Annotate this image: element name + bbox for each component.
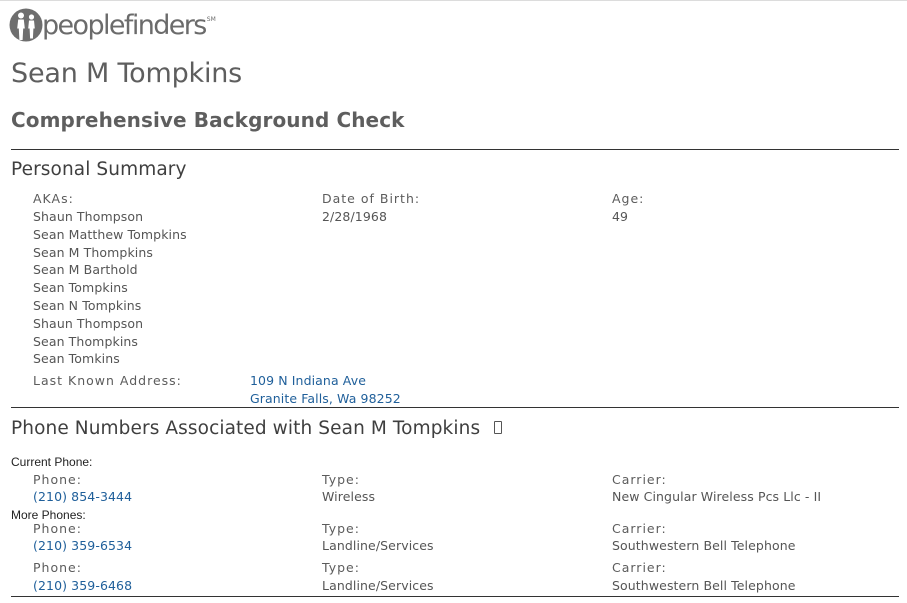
- info-icon[interactable]: [494, 421, 502, 434]
- akas-list: [33, 208, 187, 368]
- phone-number-link[interactable]: (210) 359-6468: [33, 578, 133, 593]
- akas-label: AKAs:: [33, 191, 74, 206]
- section-divider: [11, 596, 899, 597]
- people-silhouette-icon: [9, 7, 43, 43]
- phone-number-link[interactable]: (210) 359-6534: [33, 538, 133, 553]
- aka-item: Sean Tomkins: [33, 351, 120, 367]
- carrier-label: Carrier:: [612, 472, 667, 487]
- carrier-value: Southwestern Bell Telephone: [612, 578, 796, 593]
- phone-type-value: Landline/Services: [322, 538, 434, 553]
- phone-label: Phone:: [33, 560, 82, 575]
- phone-numbers-heading-text: Phone Numbers Associated with Sean M Tompkins: [11, 418, 481, 439]
- address-line2-link[interactable]: Granite Falls, Wa 98252: [250, 391, 401, 406]
- age-value: 49: [612, 209, 629, 224]
- logo-servicemark: SM: [206, 16, 216, 23]
- aka-item: Sean Tompkins: [33, 280, 128, 296]
- type-label: Type:: [322, 472, 360, 487]
- aka-item: Shaun Thompson: [33, 209, 144, 224]
- aka-item: Sean M Barthold: [33, 262, 138, 278]
- age-label: Age:: [612, 191, 645, 206]
- dob-value: 2/28/1968: [322, 209, 387, 224]
- aka-item: Sean N Tompkins: [33, 297, 142, 313]
- carrier-value: New Cingular Wireless Pcs Llc - II: [612, 489, 822, 504]
- current-phone-label: Current Phone:: [11, 455, 93, 469]
- aka-item: Sean Matthew Tompkins: [33, 226, 187, 242]
- report-title: Comprehensive Background Check: [11, 108, 405, 132]
- carrier-value: Southwestern Bell Telephone: [612, 538, 796, 553]
- address-line1-link[interactable]: 109 N Indiana Ave: [250, 373, 366, 388]
- type-label: Type:: [322, 560, 360, 575]
- phone-type-value: Wireless: [322, 489, 376, 504]
- peoplefinders-logo[interactable]: [9, 6, 216, 44]
- phone-type-value: Landline/Services: [322, 578, 434, 593]
- top-border: [0, 0, 907, 1]
- dob-label: Date of Birth:: [322, 191, 421, 206]
- phone-label: Phone:: [33, 472, 82, 487]
- carrier-label: Carrier:: [612, 521, 667, 536]
- person-name: Sean M Tompkins: [11, 58, 243, 89]
- carrier-label: Carrier:: [612, 560, 667, 575]
- aka-item: Sean Thompkins: [33, 333, 139, 349]
- personal-summary-heading: Personal Summary: [11, 159, 187, 180]
- section-divider: [11, 407, 899, 408]
- aka-item: Sean M Thompkins: [33, 244, 154, 260]
- aka-item: Shaun Thompson: [33, 315, 144, 331]
- phone-numbers-heading: [11, 418, 502, 439]
- more-phones-label: More Phones:: [11, 508, 86, 522]
- phone-label: Phone:: [33, 521, 82, 536]
- type-label: Type:: [322, 521, 360, 536]
- address-label: Last Known Address:: [33, 373, 182, 388]
- logo-wordmark: peoplefinders: [42, 9, 206, 41]
- section-divider: [11, 149, 899, 150]
- phone-number-link[interactable]: (210) 854-3444: [33, 489, 133, 504]
